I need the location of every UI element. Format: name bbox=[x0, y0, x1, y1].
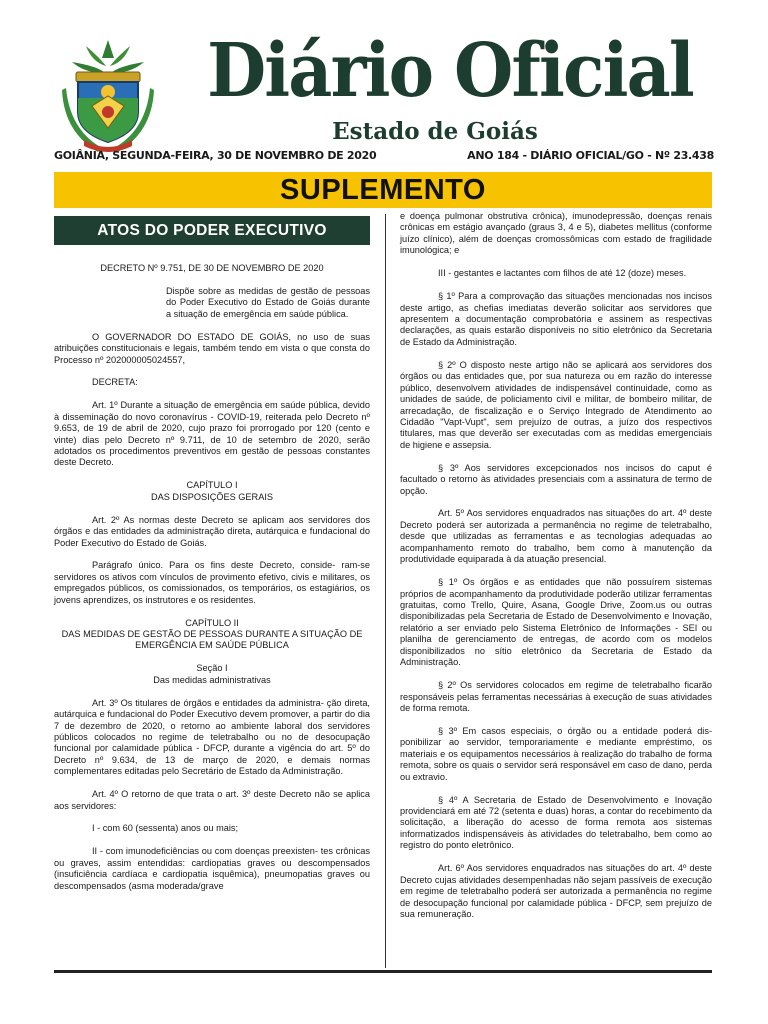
section-1-title: Seção I bbox=[196, 663, 228, 674]
article-5: Art. 5º Aos servidores enquadrados nas situações do art. 4º deste Decreto poderá ser autorizada a permanência no regime de teletrabalho, desde que utilizadas as ferramentas e as tecnologias adequadas ao acompanhamento remoto do trabalho, bem como à manutenção da produtividade equiparada à da atuação presencial. bbox=[400, 508, 712, 565]
article-3: Art. 3º Os titulares de órgãos e entidades da administra- ção direta, autárquica e fundacional do Poder Executivo devem promover, a partir do dia 7 de dezembro de 2020, o retorno ao ambiente laboral dos servidores públicos colocados no regime de teletrabalho ou no de desocupação funcional por calamidade pública - DFCP, durante a vigência do art. 5º do Decreto nº 9.634, de 13 de março de 2020, e demais normas complementares editadas pelo Secretário de Estado da Administração. bbox=[54, 697, 370, 777]
state-coat-of-arms bbox=[62, 36, 154, 154]
column-divider bbox=[385, 214, 386, 968]
article-4-item-2-continued: e doença pulmonar obstrutiva crônica), imunodepressão, doenças renais crônicas em estágio avançado (graus 3, 4 e 5), diabetes mellitus (conforme juízo clínico), além de doenças cromossômicas com estado de fragilidade imunológica; e bbox=[400, 211, 712, 256]
newspaper-title: Diário Oficial bbox=[207, 28, 693, 114]
left-column bbox=[54, 216, 370, 904]
page-bottom-rule bbox=[54, 970, 712, 973]
article-1: Art. 1º Durante a situação de emergência em saúde pública, devido à disseminação do novo coronavírus - COVID-19, reiterada pelo Decreto nº 9.653, de 19 de abril de 2020, cujo prazo foi prorrogado por 120 (cento e vinte) dias pelo Decreto nº 9.711, de 10 de setembro de 2020, serão adotados os procedimentos preventivos em gestão de pessoas constantes deste Decreto. bbox=[54, 400, 370, 468]
article-2: Art. 2º As normas deste Decreto se aplicam aos servidores dos órgãos e das entidades da administração direta, autárquica e fundacional do Poder Executivo do Estado de Goiás. bbox=[54, 514, 370, 548]
decree-preamble: O GOVERNADOR DO ESTADO DE GOIÁS, no uso de suas atribuições constitucionais e legais, também tendo em vista o que consta do Processo nº 202000005024557, bbox=[54, 331, 370, 365]
article-4-item-2: II - com imunodeficiências ou com doenças preexisten- tes crônicas ou graves, assim entendidas: cardiopatias graves ou descompensados (insuficiência cardíaca e cardiopatia isquêmica), pneumopatias graves ou descompensados (asma moderada/grave bbox=[54, 846, 370, 891]
chapter-1-name: DAS DISPOSIÇÕES GERAIS bbox=[150, 491, 274, 502]
chapter-2-name: DAS MEDIDAS DE GESTÃO DE PESSOAS DURANTE A SITUAÇÃO DE EMERGÊNCIA EM SAÚDE PÚBLICA bbox=[61, 629, 363, 651]
decreta-label: DECRETA: bbox=[92, 377, 138, 388]
dateline: GOIÂNIA, SEGUNDA-FEIRA, 30 DE NOVEMBRO DE 2020 bbox=[54, 149, 377, 162]
issue-number: ANO 184 - DIÁRIO OFICIAL/GO - Nº 23.438 bbox=[467, 149, 714, 162]
article-4-paragraph-3: § 3º Aos servidores excepcionados nos incisos do caput é facultado o retorno às atividades presenciais com a assinatura de termo de opção. bbox=[400, 462, 712, 496]
article-4-paragraph-2: § 2º O disposto neste artigo não se aplicará aos servidores dos órgãos ou das entidades que, por sua natureza ou em razão do interesse público, desenvolvem atividades de indispensável continuidade, como as unidades de saúde, de policiamento civil e militar, de bombeiro militar, de arrecadação, de fiscalização e o Serviço Integrado de Atendimento ao Cidadão "Vapt-Vupt", sem prejuízo de outras, a juízo dos respectivos titulares, mas que deverão ser executadas com as medidas emergenciais de higiene e assepsia. bbox=[400, 359, 712, 450]
section-1-name: Das medidas administrativas bbox=[153, 674, 271, 685]
supplement-label: SUPLEMENTO bbox=[280, 174, 486, 206]
newspaper-subtitle: Estado de Goiás bbox=[332, 118, 538, 145]
article-4: Art. 4º O retorno de que trata o art. 3º deste Decreto não se aplica aos servidores: bbox=[54, 789, 370, 811]
article-4-item-1: I - com 60 (sessenta) anos ou mais; bbox=[92, 823, 239, 834]
supplement-banner bbox=[54, 172, 712, 208]
article-2-sole-paragraph: Parágrafo único. Para os fins deste Decreto, conside- ram-se servidores os ativos com vínculos de provimento efetivo, civis e militares, os empregados públicos, os comissionados, os temporários, os estagiários, os jovens aprendizes, os instrutores e os residentes. bbox=[54, 560, 370, 605]
article-5-paragraph-1: § 1º Os órgãos e as entidades que não possuírem sistemas próprios de acompanhamento da produtividade poderão utilizar ferramentas gratuitas, como Trello, Quire, Asana, Google Drive, Zoom.us ou outras disponibilizadas pela Secretaria de Estado de Desenvolvimento e Inovação, relatório a ser enviado pelo Sistema Eletrônico de Informações - SEI ou planilha de gerenciamento de entregas, de acordo com os modelos disponibilizados no sítio eletrônico da Secretaria de Estado da Administração. bbox=[400, 577, 712, 668]
section-header: ATOS DO PODER EXECUTIVO bbox=[54, 216, 370, 245]
article-4-paragraph-1: § 1º Para a comprovação das situações mencionadas nos incisos deste artigo, as chefias imediatas deverão solicitar aos servidores que apresentem a documentação comprobatória e assinem as respectivas declarações, as quais estarão disponíveis no sítio eletrônico da Secretaria de Estado da Administração. bbox=[400, 291, 712, 347]
article-5-paragraph-4: § 4º A Secretaria de Estado de Desenvolvimento e Inovação providenciará em até 72 (setenta e duas) horas, a contar do recebimento da solicitação, a liberação do acesso de forma remota aos sistemas informatizados indispensáveis às atividades do teletrabalho, bem como ao registro do ponto eletrônico. bbox=[400, 794, 712, 851]
article-6: Art. 6º Aos servidores enquadrados nas situações do art. 4º deste Decreto cujas atividades desempenhadas não sejam passíveis de execução em regime de teletrabalho poderá ser autorizada a permanência no regime de desocupação funcional por calamidade pública - DFCP, sem prejuízo de sua remuneração. bbox=[400, 863, 712, 920]
article-5-paragraph-2: § 2º Os servidores colocados em regime de teletrabalho ficarão responsáveis pelas ferramentas necessárias à execução de suas atividades de forma remota. bbox=[400, 680, 712, 714]
decree-title: DECRETO Nº 9.751, DE 30 DE NOVEMBRO DE 2020 bbox=[100, 263, 324, 273]
article-4-item-3: III - gestantes e lactantes com filhos de até 12 (doze) meses. bbox=[438, 268, 687, 279]
chapter-1-title: CAPÍTULO I bbox=[186, 480, 238, 491]
chapter-2-title: CAPÍTULO II bbox=[185, 617, 239, 628]
right-column bbox=[400, 211, 712, 932]
decree-summary: Dispõe sobre as medidas de gestão de pessoas do Poder Executivo do Estado de Goiás durante a situação de emergência em saúde pública. bbox=[166, 285, 370, 319]
article-5-paragraph-3: § 3º Em casos especiais, o órgão ou a entidade poderá dis- ponibilizar ao servidor, temporariamente e mediante empréstimo, os materiais e os equipamentos necessários à realização do trabalho de forma remota, sobre os quais o servidor será responsável em caso de dano, perda ou extravio. bbox=[400, 725, 712, 782]
